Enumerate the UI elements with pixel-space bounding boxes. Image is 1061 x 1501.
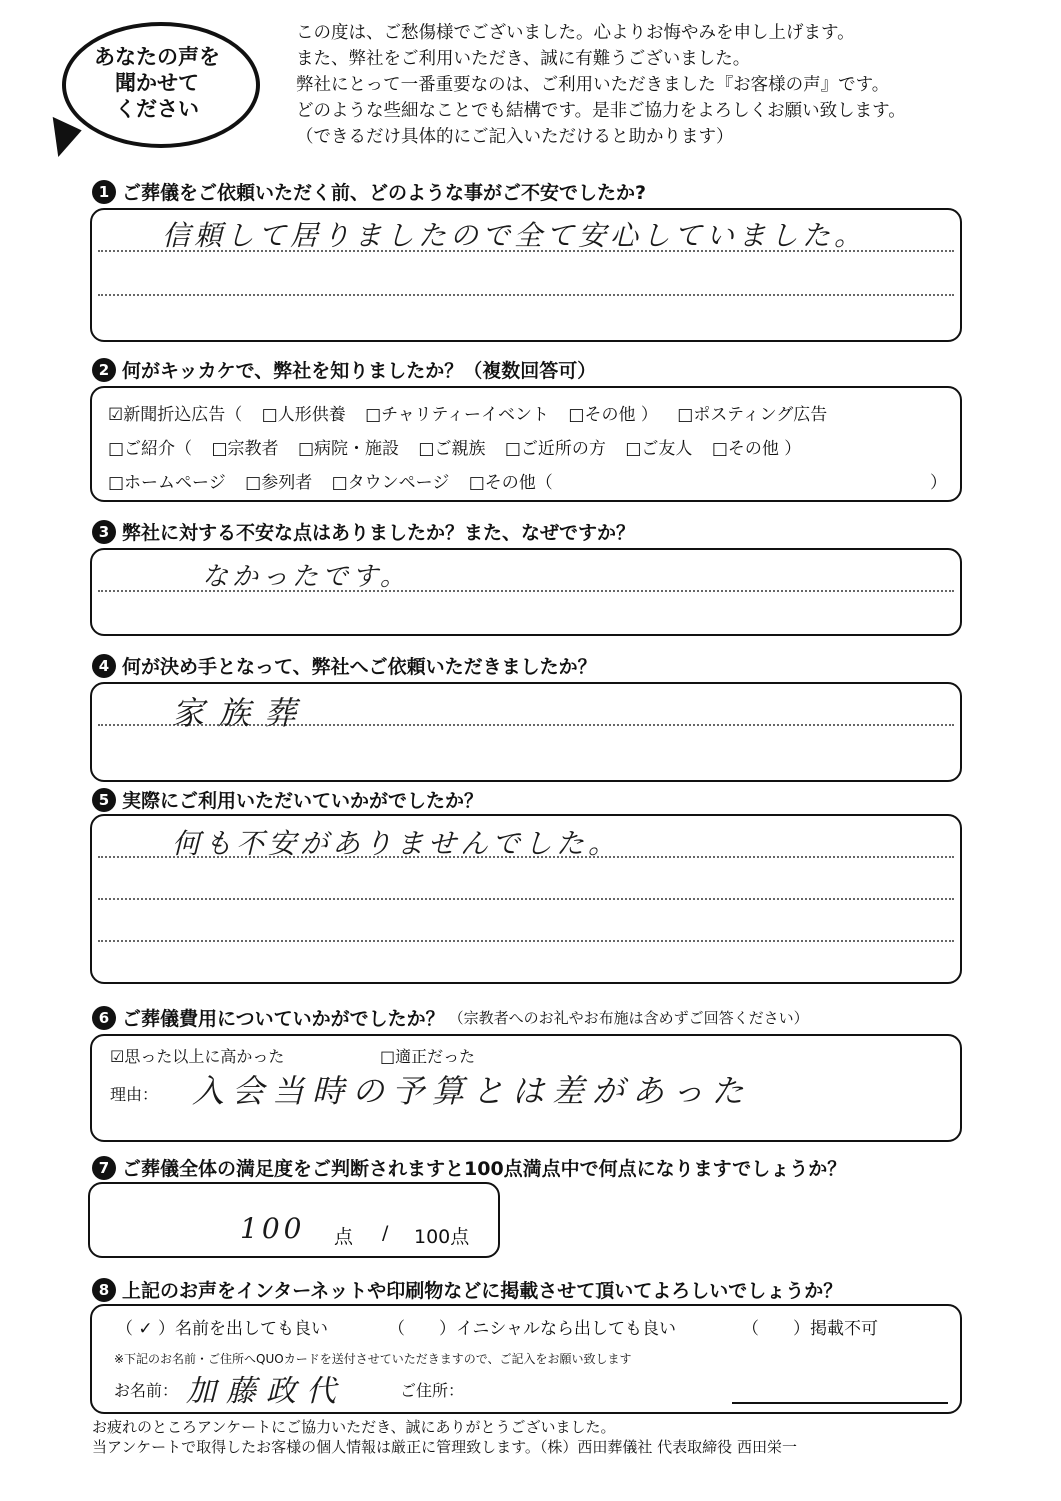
question-number: 2 [92,358,116,382]
question-5-answer-box[interactable] [90,814,962,984]
checkbox-other-1[interactable]: □その他 ） [568,405,658,425]
question-3-title [92,518,635,545]
checkbox-charity-event[interactable]: □チャリティーイベント [365,405,549,425]
bubble-line: 聞かせて [115,71,199,95]
bubble-line: ください [115,97,199,121]
checkbox-referral[interactable]: □ご紹介（ [108,439,193,459]
question-7-title [92,1154,846,1181]
checkbox-friends[interactable]: □ご友人 [625,439,693,459]
question-text: ご葬儀をご依頼いただく前、どのような事がご不安でしたか? [122,182,647,204]
option-no-publish[interactable]: （ ）掲載不可 [742,1319,878,1339]
question-1-answer: 信頼して居りましたので全て安心していました。 [162,219,867,252]
question-4-answer-box[interactable] [90,682,962,782]
checkbox-higher-than-expected[interactable]: ☑思った以上に高かった [110,1047,285,1066]
footer-thanks: お疲れのところアンケートにご協力いただき、誠にありがとうございました。 [92,1418,616,1436]
option-name-ok[interactable]: （ ✓ ）名前を出しても良い [116,1319,329,1339]
checkbox-relatives[interactable]: □ご親族 [418,439,486,459]
speech-bubble-tail [38,117,81,161]
question-5-title [92,786,483,813]
question-7-score-box[interactable] [88,1182,500,1258]
question-text: 弊社に対する不安な点はありましたか？また、なぜですか？ [122,522,636,544]
checkbox-homepage[interactable]: □ホームページ [108,473,226,493]
question-subtitle: （宗教者へのお礼やお布施は含めずご回答ください） [448,1009,809,1027]
question-number: 6 [92,1006,116,1030]
question-number: 3 [92,520,116,544]
quo-card-note: ※下記のお名前・ご住所へQUOカードを送付させていただきますので、ご記入をお願い致します [114,1352,632,1366]
score-max: 100点 [414,1226,470,1248]
address-label: ご住所： [400,1381,465,1400]
name-label: お名前： [114,1381,179,1400]
checkbox-other-3[interactable]: □その他（ [468,473,553,493]
question-4-answer: 家族葬 [172,694,311,732]
question-number: 7 [92,1156,116,1180]
question-text: 上記のお声をインターネットや印刷物などに掲載させて頂いてよろしいでしょうか？ [122,1280,843,1302]
options-row [108,468,567,493]
question-2-title [92,356,596,383]
question-6-title [92,1004,809,1031]
intro-line: どのような些細なことでも結構です。是非ご協力をよろしくお願い致します。 [296,101,906,121]
checkbox-newspaper-ad[interactable]: ☑新聞折込広告（ [108,405,243,425]
checkbox-religious[interactable]: □宗教者 [211,439,279,459]
question-6-reason-answer: 入会当時の予算とは差があった [192,1072,752,1110]
question-5-answer: 何も不安がありませんでした。 [172,827,621,860]
bubble-line: あなたの声を [94,45,220,69]
speech-bubble-text [72,44,242,122]
question-text: 実際にご利用いただいていかがでしたか？ [122,790,484,812]
checkbox-other-2[interactable]: □その他 ） [711,439,802,459]
question-number: 1 [92,180,116,204]
option-initials-ok[interactable]: （ ）イニシャルなら出しても良い [388,1319,676,1339]
score-unit: 点 [334,1226,354,1248]
question-2-options-box [90,386,962,502]
checkbox-posting-ad[interactable]: □ポスティング広告 [677,405,828,425]
options-row [108,434,815,459]
question-4-title [92,652,597,679]
intro-line: （できるだけ具体的にご記入いただけると助かります） [296,127,734,147]
checkbox-appropriate[interactable]: □適正だった [380,1047,476,1066]
question-1-title [92,178,646,205]
reason-label: 理由： [110,1085,159,1104]
checkbox-doll-memorial[interactable]: □人形供養 [261,405,346,425]
footer-privacy: 当アンケートで取得したお客様の個人情報は厳正に管理致します。（株）西田葬儀社 代表取締役 西田栄一 [92,1438,797,1456]
question-8-answer-box [90,1304,962,1414]
checkbox-neighbors[interactable]: □ご近所の方 [504,439,606,459]
score-slash: / [382,1222,389,1244]
question-number: 8 [92,1278,116,1302]
question-text: 何が決め手となって、弊社へご依頼いただきましたか？ [122,656,597,678]
question-number: 4 [92,654,116,678]
name-value: 加藤政代 [186,1374,346,1409]
question-1-answer-box[interactable] [90,208,962,342]
checkbox-town-page[interactable]: □タウンページ [331,473,450,493]
checkbox-attendee[interactable]: □参列者 [245,473,313,493]
score-value: 100 [240,1212,306,1245]
intro-text [296,20,1036,150]
intro-line: この度は、ご愁傷様でございました。心よりお悔やみを申し上げます。 [296,23,855,43]
question-6-answer-box [90,1034,962,1142]
question-8-title [92,1276,842,1303]
options-row [108,400,841,425]
closing-paren: ） [930,473,947,493]
intro-line: また、弊社をご利用いただき、誠に有難うございました。 [296,49,751,69]
checkbox-hospital[interactable]: □病院・施設 [297,439,399,459]
question-text: ご葬儀費用についていかがでしたか？ [122,1008,445,1030]
question-3-answer-box[interactable] [90,548,962,636]
question-number: 5 [92,788,116,812]
question-3-answer: なかったです。 [202,562,410,592]
question-text: ご葬儀全体の満足度をご判断されますと100点満点中で何点になりますでしょうか？ [122,1158,847,1180]
address-line [732,1402,948,1404]
intro-line: 弊社にとって一番重要なのは、ご利用いただきました『お客様の声』です。 [296,75,890,95]
question-text: 何がキッカケで、弊社を知りましたか？（複数回答可） [122,360,597,382]
